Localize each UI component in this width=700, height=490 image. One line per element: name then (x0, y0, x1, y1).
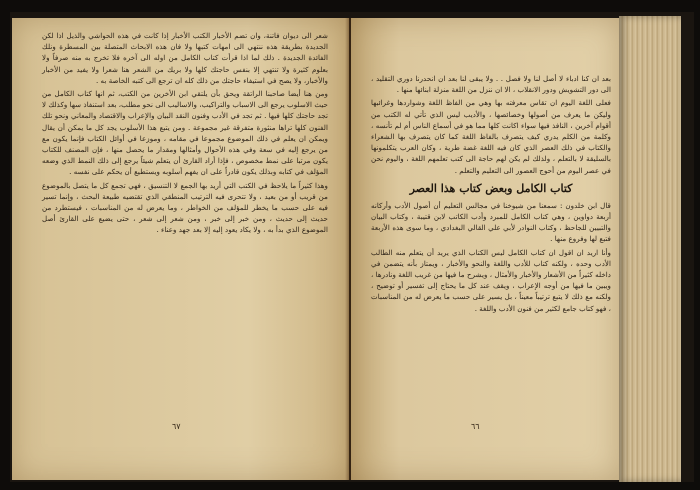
paragraph: ومن هنا أيضا صاحبنا الراتقة ويحق بأن يلتقي ابن الأخرين من الكتب، ثم انها كتاب الكامل من حيث الاسلوب يرجع الى الاسباب والتراكيب، والاساليب الى نحو مطلب، بعد استنفاذ سها وكذلك لا تجد حاجتك كلها فيها . ثم تجد في الأدب وفنون النقد البيان والإعراب والاقتصاد والمعاني ونحو تلك الفنون كلها تراها منثورة متفرقة غير مجموعة . ومن يتبع هذا الأسلوب يجد كل ما يمكن أن يقال ويمكن ان يعلم في ذلك الموضوع مجموعا في مقامه ، وموزعا في أوائل الكتاب فإنما يكون مع من يرجع إليه في سعة وفي هذه الأحوال وأمثالها ومقدار ما يحصل منها ، فإن المصنف للكتاب يكون مرتبا على نمط مخصوص ، فإذا أراد القارئ أن يتعلم شيئاً يرجع إلى ذلك النمط الذي وضعه المؤلف في كتابه وبذلك يكون قادراً على ان يفهم أسلوبه ويستطيع أن يحكم على نفسه . (42, 89, 328, 177)
paragraph: وهذا كثيراً ما يلاحظ في الكتب التي أريد بها الجمع لا التنسيق ، فهي تجمع كل ما يتصل بالموضوع من قريب أو من بعيد ، ولا تتحرى فيه الترتيب المنطقي الذي تقتضيه طبيعة البحث ، وإنما تسير فيه على حسب ما يخطر للمؤلف من الخواطر ، وما يعرض له من المناسبات ، فيستطرد من حديث إلى حديث ، ومن خبر إلى خبر ، ومن شعر إلى شعر ، حتى يضيع على القارئ أصل الموضوع الذي بدأ به ، ولا يكاد يعود إليه إلا بعد جهد وعناء . (42, 180, 328, 235)
page-number: ٦٦ (471, 422, 480, 431)
paragraph: قال ابن خلدون : سمعنا من شيوخنا في مجالس التعليم أن أصول الأدب وأركانه أربعة دواوين ، وهي كتاب الكامل للمبرد وأدب الكاتب لابن قتيبة ، وكتاب البيان والتبيين للجاحظ ، وكتاب النوادر لأبي علي القالي البغدادي ، وما سوى هذه الأربعة فتبع لها وفروع منها . (371, 200, 611, 244)
right-page (351, 18, 619, 480)
paragraph: فعلى اللغة اليوم ان تقاس معرفته بها وهي من الفاظ اللغة وشواردها وغرائبها وليكن ما يعرف من أصولها وخصائصها ، والأديب ليس الذي تأتي له الكتب من أقوام آخرين ، النافذ فيها سواء اكانت كلها مما هو في أسماع الناس أم لم تأنسه ، وكلمة من الكلم يدري كيف يتصرف بالفاظ اللغة كما كان يتصرف بها الشعراء والكتاب في ذلك العصر الذي كان فيه اللغة غضة طرية ، وكان العرب يتكلمونها بالسليقة لا بالتعلم ، ولذلك لم يكن لهم حاجة الى كتب تعلمهم اللغة ، واليوم نحن في عصر اليوم من أحوج العصور الى التعليم والتعلم . (371, 98, 611, 175)
section-heading: كتاب الكامل وبعض كتاب هذا العصر (409, 181, 573, 195)
page-number: ٦٧ (172, 422, 181, 431)
left-page (12, 18, 349, 480)
right-text-column (371, 73, 611, 316)
open-book (10, 12, 694, 482)
page-edges (619, 16, 681, 482)
paragraph: شعر الى ديوان فاتنة، وان تضم الأخبار الكتب الأخبار إذا كانت في هذه الحواشي والذيل اذا لكن الجديدة بطريقة هذه ننتهي الى امهات كتبها ولا فان هذه الابحاث المتصلة بين المسطرة ونلك الفائدة الجديدة . ذلك لما اذا قرأت كتاب الكامل من اوله الى آخره فلا تخرج به منه صرفاً ولا بعلوم كثيرة ولا تنتهي إلا بنفس حاجتك كلها ولا بريك من الشعر هنا شعرا ولا يفيد من الأخبار والأخبار، ولا يصح في استيفاء حاجتك من ذلك كله ان ترجع الى كتبه الخاصة به . (42, 31, 328, 85)
paragraph: بعد ان كنا ادباء لا أصل لنا ولا فصل . . ولا يبقى لنا بعد ان انحدرنا دوري التقليد ، الى دور التشويش ودور الانقلاب ، الا ان ننزل من اللغة منزلة ابنائها منها . (371, 74, 611, 95)
left-text-column (42, 30, 328, 238)
paragraph: وأنا اريد ان اقول ان كتاب الكامل ليس الكتاب الذي يريد أن يتعلم منه الطالب الأدب وحده ، ولكنه كتاب للأدب واللغة والنحو والأخبار ، ويمتاز بأنه يتضمن في داخله كثيراً من الأشعار والأخبار والأمثال ، ويشرح ما فيها من غريب اللغة ونادرها ، ويبين ما فيها من أوجه الإعراب ، ويقف عند كل ما يحتاج إلى تفسير أو توضيح ، ولكنه مع ذلك لا يتبع ترتيباً معيناً ، بل يسير على حسب ما يعرض له من المناسبات ، فهو كتاب جامع لكثير من فنون الأدب واللغة . (371, 247, 611, 313)
